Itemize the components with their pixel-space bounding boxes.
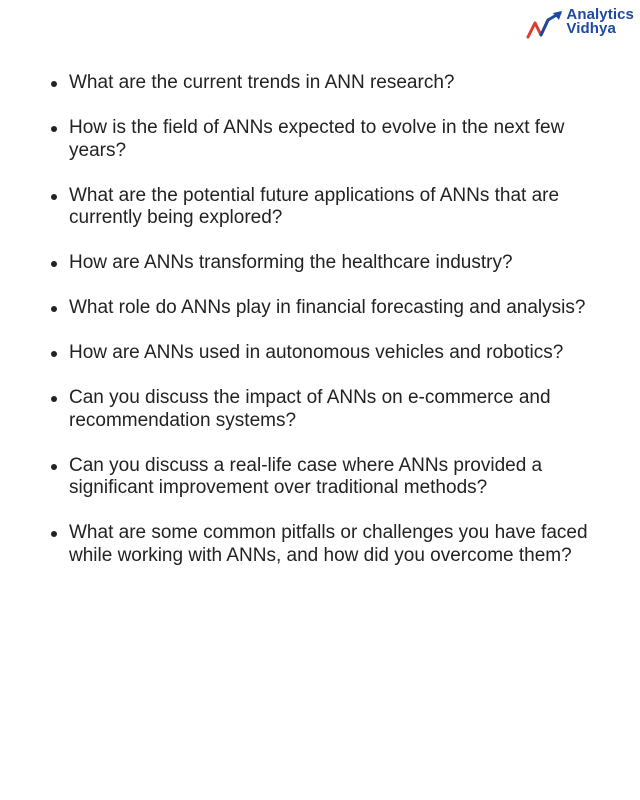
bullet-icon	[51, 261, 57, 267]
logo-wordmark	[566, 8, 634, 36]
question-text: What are the current trends in ANN research?	[69, 72, 455, 93]
bullet-icon	[51, 306, 57, 312]
list-item	[49, 387, 609, 432]
question-text: Can you discuss the impact of ANNs on e-commerce and recommendation systems?	[69, 387, 551, 431]
question-text: What are the potential future applications of ANNs that are currently being explored?	[69, 184, 560, 228]
question-text: How is the field of ANNs expected to evolve in the next few years?	[69, 117, 565, 161]
logo-line-1: Analytics	[566, 6, 634, 23]
list-item	[49, 185, 609, 230]
bullet-icon	[51, 81, 57, 87]
bullet-icon	[51, 396, 57, 402]
list-item	[49, 342, 609, 365]
logo-line-2: Vidhya	[566, 20, 616, 37]
bullet-icon	[51, 351, 57, 357]
question-text: How are ANNs used in autonomous vehicles and robotics?	[69, 342, 564, 363]
bullet-icon	[51, 126, 57, 132]
list-item	[49, 72, 609, 95]
analytics-vidhya-logo	[526, 8, 634, 41]
logo-mark-icon	[526, 11, 564, 41]
question-text: How are ANNs transforming the healthcare industry?	[69, 252, 513, 273]
question-text: Can you discuss a real-life case where ANNs provided a significant improvement over traditional methods?	[69, 454, 543, 498]
list-item	[49, 297, 609, 320]
list-item	[49, 455, 609, 500]
list-item	[49, 117, 609, 162]
question-list	[49, 72, 609, 590]
question-text: What are some common pitfalls or challenges you have faced while working with ANNs, and how did you overcome them?	[69, 522, 588, 566]
bullet-icon	[51, 531, 57, 537]
bullet-icon	[51, 464, 57, 470]
bullet-icon	[51, 194, 57, 200]
question-text: What role do ANNs play in financial forecasting and analysis?	[69, 297, 586, 318]
list-item	[49, 252, 609, 275]
list-item	[49, 522, 609, 567]
